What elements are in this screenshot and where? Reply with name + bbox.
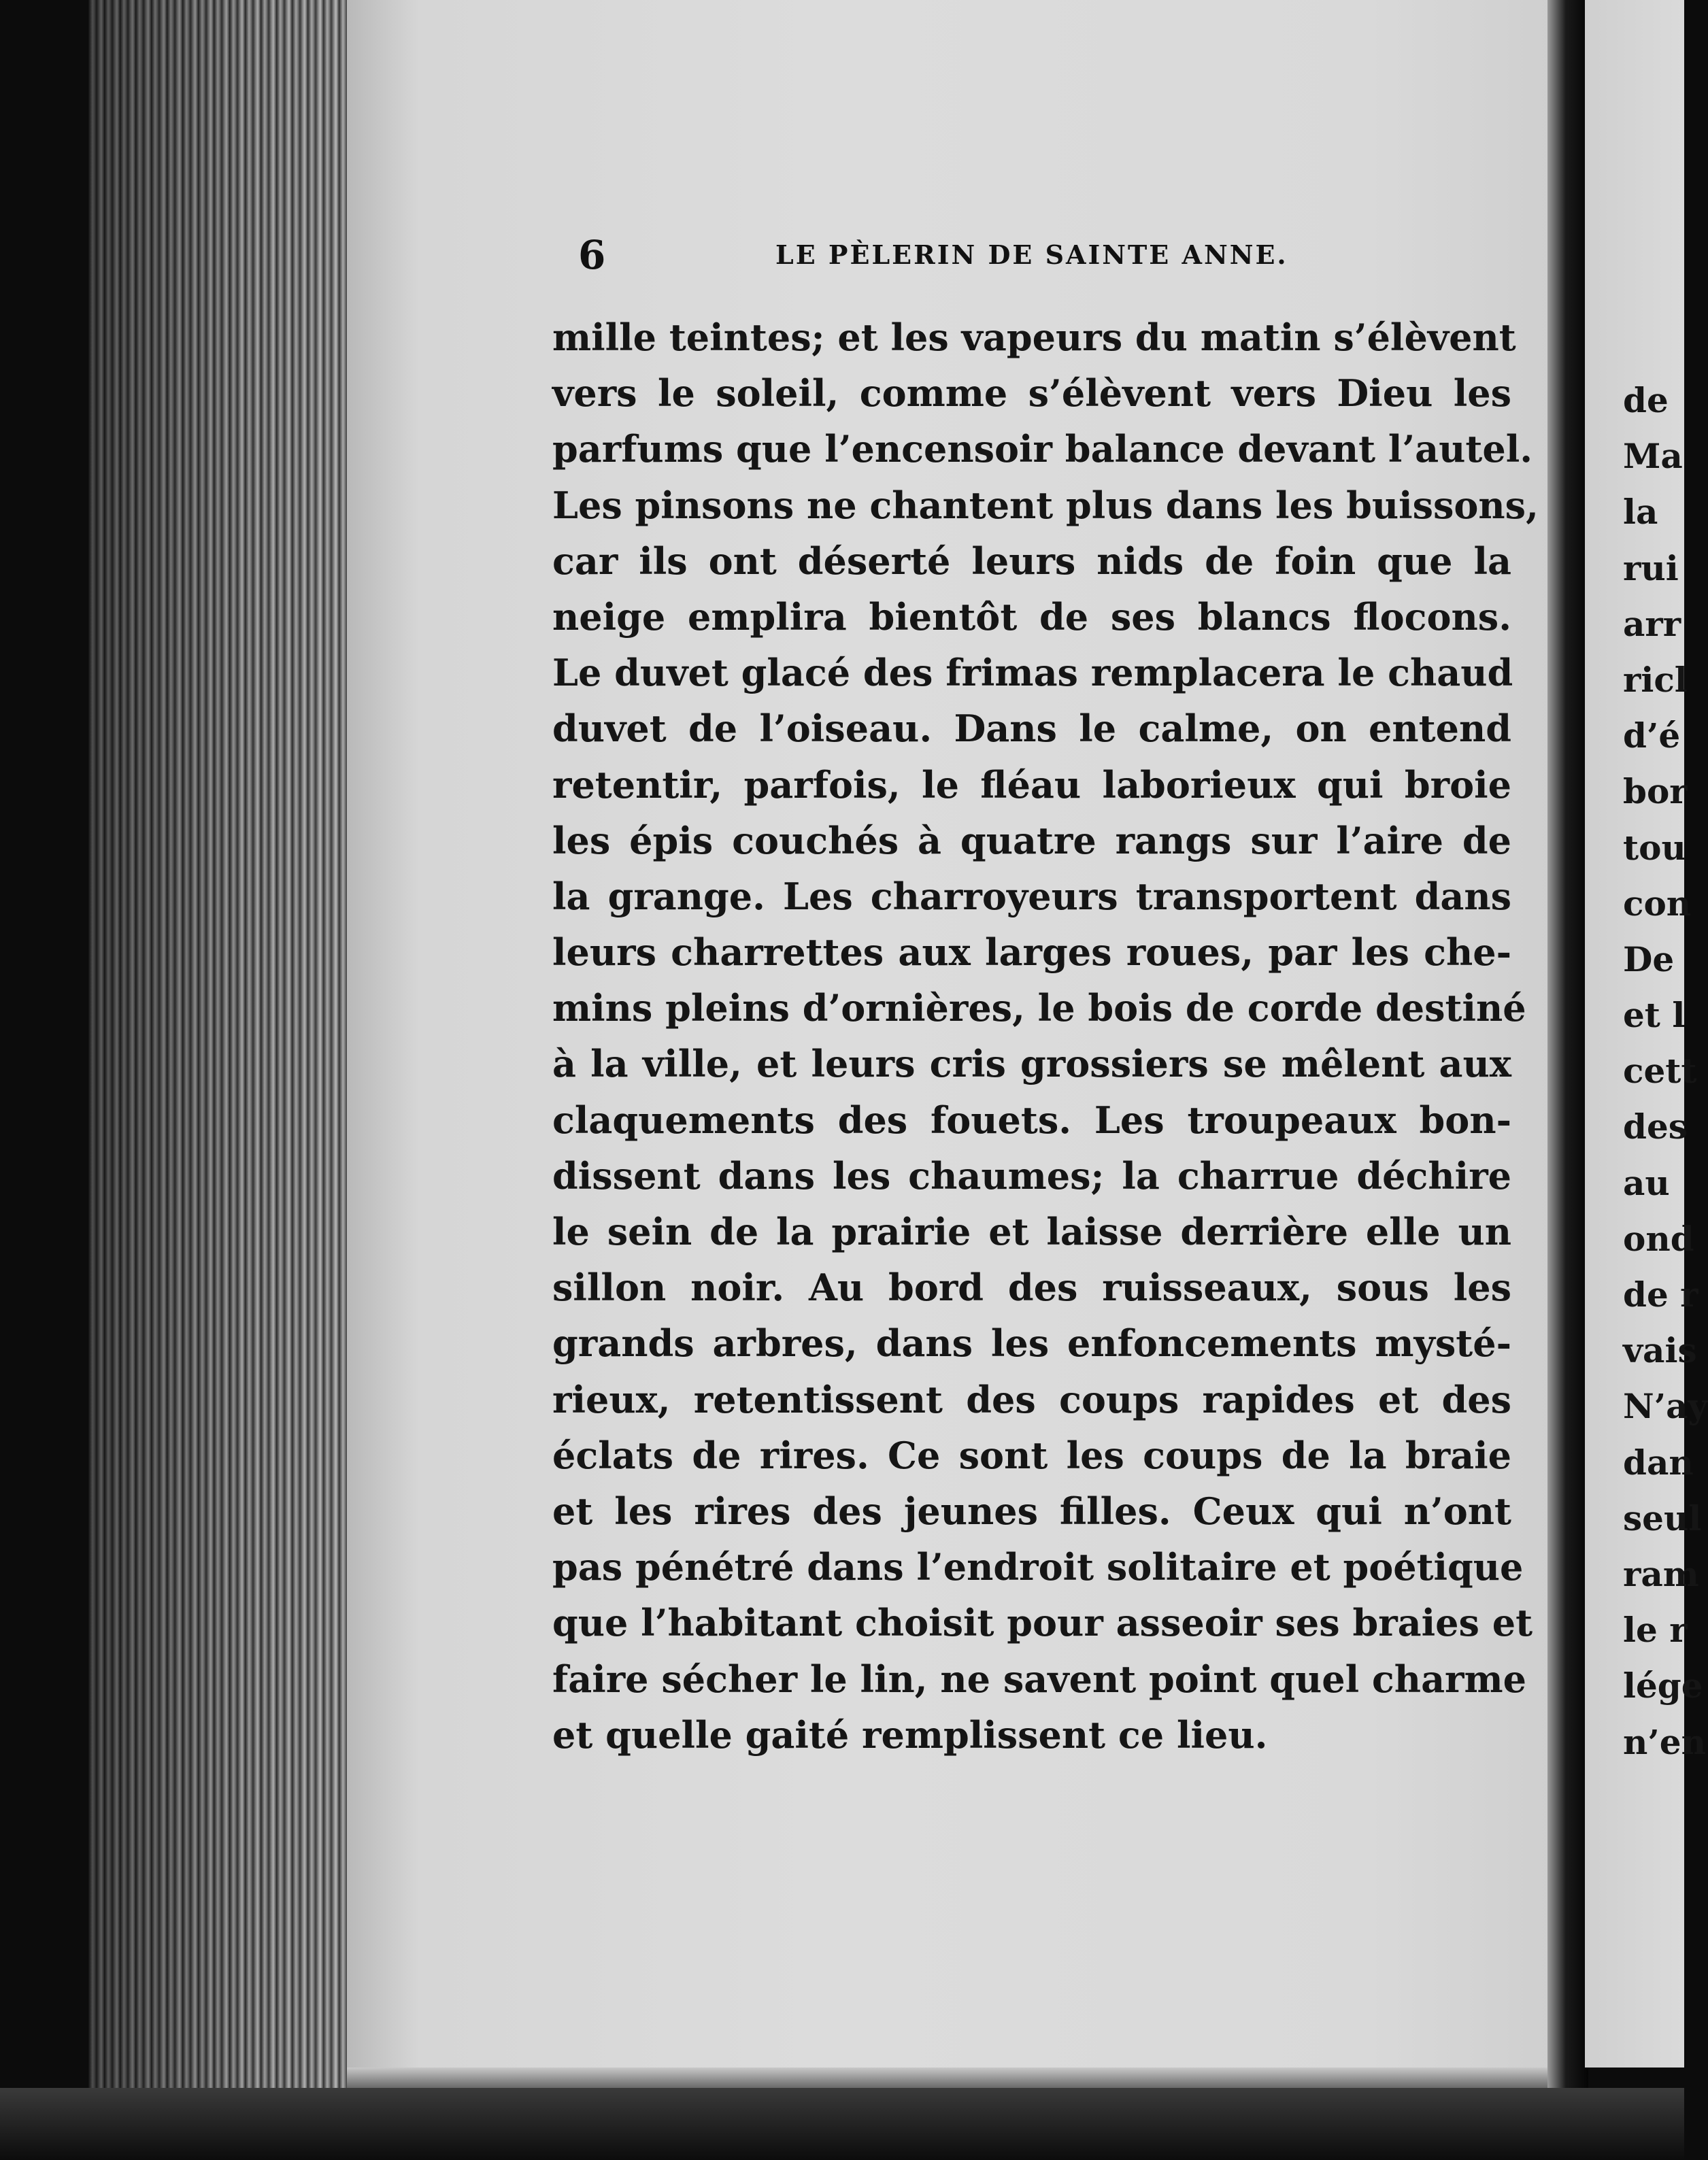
text-line: et les rires des jeunes filles. Ceux qui n’ont [552,1489,1511,1533]
facing-page-line-fragment: des [1623,1107,1688,1147]
text-line: les épis couchés à quatre rangs sur l’aire de [552,818,1511,862]
text-line: vers le soleil, comme s’élèvent vers Dieu les [552,371,1511,416]
text-line: sillon noir. Au bord des ruisseaux, sous les [552,1266,1511,1310]
text-line: pas pénétré dans l’endroit solitaire et poétique [552,1545,1524,1589]
facing-page-line-fragment: ond [1623,1218,1694,1259]
text-line: éclats de rires. Ce sont les coups de la braie [552,1433,1511,1477]
text-line: la grange. Les charroyeurs transportent dans [552,874,1511,918]
facing-page-line-fragment: De [1623,939,1675,979]
facing-page-line-fragment: tou [1623,827,1686,868]
facing-page-line-fragment: Ma [1623,436,1683,477]
facing-page-line-fragment: con [1623,883,1692,924]
facing-page-line-fragment: rui [1623,547,1679,588]
facing-page-line-fragment: dan [1623,1442,1694,1483]
facing-page-line-fragment: vais [1623,1330,1697,1371]
facing-page-line-fragment: n’en [1623,1721,1706,1762]
text-line: dissent dans les chaumes; la charrue déchire [552,1153,1511,1198]
text-line: rieux, retentissent des coups rapides et des [552,1377,1511,1421]
text-line: duvet de l’oiseau. Dans le calme, on entend [552,707,1511,751]
text-line: Les pinsons ne chantent plus dans les buissons, [552,483,1539,527]
text-line: faire sécher le lin, ne savent point quel charme [552,1657,1527,1701]
facing-page-line-fragment: d’é [1623,715,1681,756]
text-line: car ils ont déserté leurs nids de foin que la [552,539,1511,583]
facing-page-line-fragment: cett [1623,1051,1697,1092]
facing-page-line-fragment: ram [1623,1553,1699,1594]
facing-page-line-fragment: ricl [1623,659,1688,700]
text-line: grands arbres, dans les enfoncements mysté- [552,1321,1511,1366]
facing-page-line-fragment: seul [1623,1498,1702,1538]
text-line: mille teintes; et les vapeurs du matin s’élèvent [552,316,1516,359]
text-line: mins pleins d’ornières, le bois de corde destiné [552,986,1526,1030]
book-gutter [1547,0,1588,2160]
text-line: à la ville, et leurs cris grossiers se mêlent aux [552,1042,1511,1086]
facing-page-line-fragment: et l [1623,995,1686,1036]
body-text [552,309,1539,1763]
text-line: neige emplira bientôt de ses blancs flocons. [552,594,1511,639]
text-line: et quelle gaité remplissent ce lieu. [552,1712,1268,1757]
text-line: leurs charrettes aux larges roues, par les che- [552,930,1511,975]
page-header [578,232,1347,278]
facing-page-line-fragment: au [1623,1162,1670,1203]
page-number: 6 [578,232,606,278]
facing-page-line-fragment: lége [1623,1666,1703,1706]
facing-page-line-fragment: N’ay [1623,1386,1708,1427]
page-edges [88,0,361,2160]
facing-page-line-fragment: de r [1623,1275,1698,1315]
text-line: parfums que l’encensoir balance devant l’autel. [552,427,1533,471]
facing-page-line-fragment: la [1623,492,1658,533]
text-line: que l’habitant choisit pour asseoir ses braies et [552,1601,1533,1645]
facing-page-text [1623,373,1708,1770]
scan-border [0,2088,1684,2160]
facing-page-line-fragment: de [1623,380,1669,420]
running-title: LE PÈLERIN DE SAINTE ANNE. [775,239,1288,270]
text-line: Le duvet glacé des frimas remplacera le chaud [552,651,1513,695]
facing-page-line-fragment: bor [1623,771,1688,812]
text-line: claquements des fouets. Les troupeaux bon- [552,1098,1511,1142]
facing-page-line-fragment: le r [1623,1610,1688,1651]
text-line: retentir, parfois, le fléau laborieux qui broie [552,762,1511,807]
facing-page-line-fragment: arr [1623,603,1681,644]
text-line: le sein de la prairie et laisse derrière elle un [552,1210,1511,1253]
